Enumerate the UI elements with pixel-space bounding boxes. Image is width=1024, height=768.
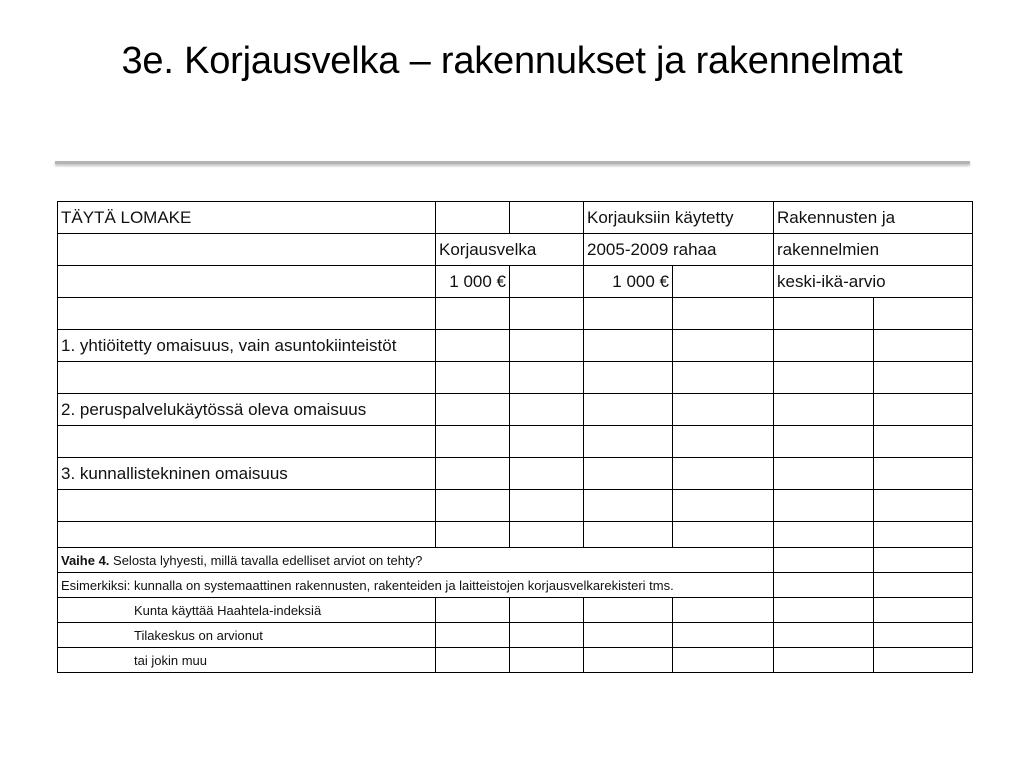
input-cell[interactable] [436,490,510,522]
input-cell[interactable] [874,548,973,573]
table-row [58,362,973,394]
input-cell[interactable] [673,522,774,548]
table-row [58,330,973,362]
input-cell[interactable] [436,522,510,548]
input-cell[interactable] [774,362,874,394]
empty-cell [58,266,436,298]
col2-header-line2: 2005-2009 rahaa [584,234,673,266]
input-cell[interactable] [510,522,584,548]
input-cell[interactable] [673,298,774,330]
row-label-item3: 3. kunnallistekninen omaisuus [58,458,436,490]
table-row [58,426,973,458]
input-cell[interactable] [673,490,774,522]
phase4-example: Esimerkiksi: kunnalla on systemaattinen rakennusten, rakenteiden ja laitteistojen korjausvelkarekisteri tms. [58,573,774,598]
table-row [58,573,973,598]
header-cell [874,234,973,266]
input-cell[interactable] [774,426,874,458]
input-cell[interactable] [673,330,774,362]
col2-header-line1: Korjauksiin käytetty [584,202,673,234]
col3-header-line3: keski-ikä-arvio [774,266,874,298]
phase4-label: Vaihe 4. [61,552,110,568]
input-cell[interactable] [874,330,973,362]
table-row [58,548,973,573]
table-row [58,648,973,673]
input-cell[interactable] [874,623,973,648]
input-cell[interactable] [510,362,584,394]
input-cell[interactable] [673,426,774,458]
input-cell[interactable] [436,330,510,362]
input-cell[interactable] [436,648,510,673]
table-row [58,458,973,490]
input-cell[interactable] [584,330,673,362]
input-cell[interactable] [584,394,673,426]
input-cell[interactable] [510,598,584,623]
phase4-question: Selosta lyhyesti, millä tavalla edelliset arviot on tehty? [109,552,423,568]
input-cell[interactable] [584,623,673,648]
table-row [58,298,973,330]
empty-cell [58,362,436,394]
phase4-option-other: tai jokin muu [58,648,436,673]
input-cell[interactable] [774,458,874,490]
phase4-question-cell [58,548,673,573]
table-row [58,490,973,522]
input-cell[interactable] [874,362,973,394]
input-cell[interactable] [874,298,973,330]
col3-header-line1: Rakennusten ja [774,202,874,234]
input-cell[interactable] [774,394,874,426]
input-cell[interactable] [584,522,673,548]
input-cell[interactable] [673,394,774,426]
table-row [58,234,973,266]
input-cell[interactable] [584,298,673,330]
row-label-item1: 1. yhtiöitetty omaisuus, vain asuntokiinteistöt [58,330,436,362]
input-cell[interactable] [774,648,874,673]
input-cell[interactable] [673,623,774,648]
input-cell[interactable] [510,202,584,234]
form-label-cell: TÄYTÄ LOMAKE [58,202,436,234]
input-cell[interactable] [874,490,973,522]
input-cell[interactable] [874,458,973,490]
input-cell[interactable] [874,394,973,426]
input-cell[interactable] [774,548,874,573]
repair-debt-form-table [57,201,973,673]
input-cell[interactable] [510,330,584,362]
empty-cell [58,522,436,548]
input-cell[interactable] [774,490,874,522]
input-cell[interactable] [673,598,774,623]
input-cell[interactable] [874,598,973,623]
input-cell[interactable] [436,458,510,490]
phase4-option-haahtela: Kunta käyttää Haahtela-indeksiä [58,598,436,623]
header-cell [874,266,973,298]
input-cell[interactable] [436,362,510,394]
input-cell[interactable] [436,298,510,330]
input-cell[interactable] [774,598,874,623]
input-cell[interactable] [874,648,973,673]
input-cell[interactable] [584,426,673,458]
input-cell[interactable] [510,426,584,458]
input-cell[interactable] [673,648,774,673]
col2-unit: 1 000 € [584,266,673,298]
table-row [58,623,973,648]
table-row [58,394,973,426]
row-label-item2: 2. peruspalvelukäytössä oleva omaisuus [58,394,436,426]
title-divider [55,161,970,164]
input-cell[interactable] [436,394,510,426]
phase4-option-tilakeskus: Tilakeskus on arvionut [58,623,436,648]
input-cell[interactable] [584,458,673,490]
input-cell[interactable] [774,298,874,330]
input-cell[interactable] [874,426,973,458]
input-cell[interactable] [774,330,874,362]
table-row [58,522,973,548]
input-cell[interactable] [510,394,584,426]
empty-cell [58,426,436,458]
input-cell[interactable] [774,623,874,648]
input-cell[interactable] [774,522,874,548]
input-cell[interactable] [584,490,673,522]
empty-cell [58,490,436,522]
input-cell[interactable] [874,522,973,548]
input-cell[interactable] [510,623,584,648]
input-cell[interactable] [436,598,510,623]
input-cell[interactable] [584,648,673,673]
col3-header-line2: rakennelmien [774,234,874,266]
empty-cell [510,266,584,298]
input-cell[interactable] [673,458,774,490]
input-cell[interactable] [584,598,673,623]
input-cell[interactable] [436,202,510,234]
col1-header-label: Korjausvelka [436,234,510,266]
input-cell[interactable] [673,362,774,394]
slide-title: 3e. Korjausvelka – rakennukset ja rakennelmat [121,40,903,82]
table-row [58,202,973,234]
col1-unit: 1 000 € [436,266,510,298]
input-cell[interactable] [510,490,584,522]
input-cell[interactable] [510,648,584,673]
empty-cell [673,266,774,298]
input-cell[interactable] [774,573,874,598]
input-cell[interactable] [436,426,510,458]
empty-cell [58,234,436,266]
table-row [58,266,973,298]
empty-cell [58,298,436,330]
input-cell[interactable] [874,573,973,598]
empty-cell [673,548,774,573]
input-cell[interactable] [584,362,673,394]
table-row [58,598,973,623]
input-cell[interactable] [510,458,584,490]
input-cell[interactable] [510,298,584,330]
input-cell[interactable] [436,623,510,648]
